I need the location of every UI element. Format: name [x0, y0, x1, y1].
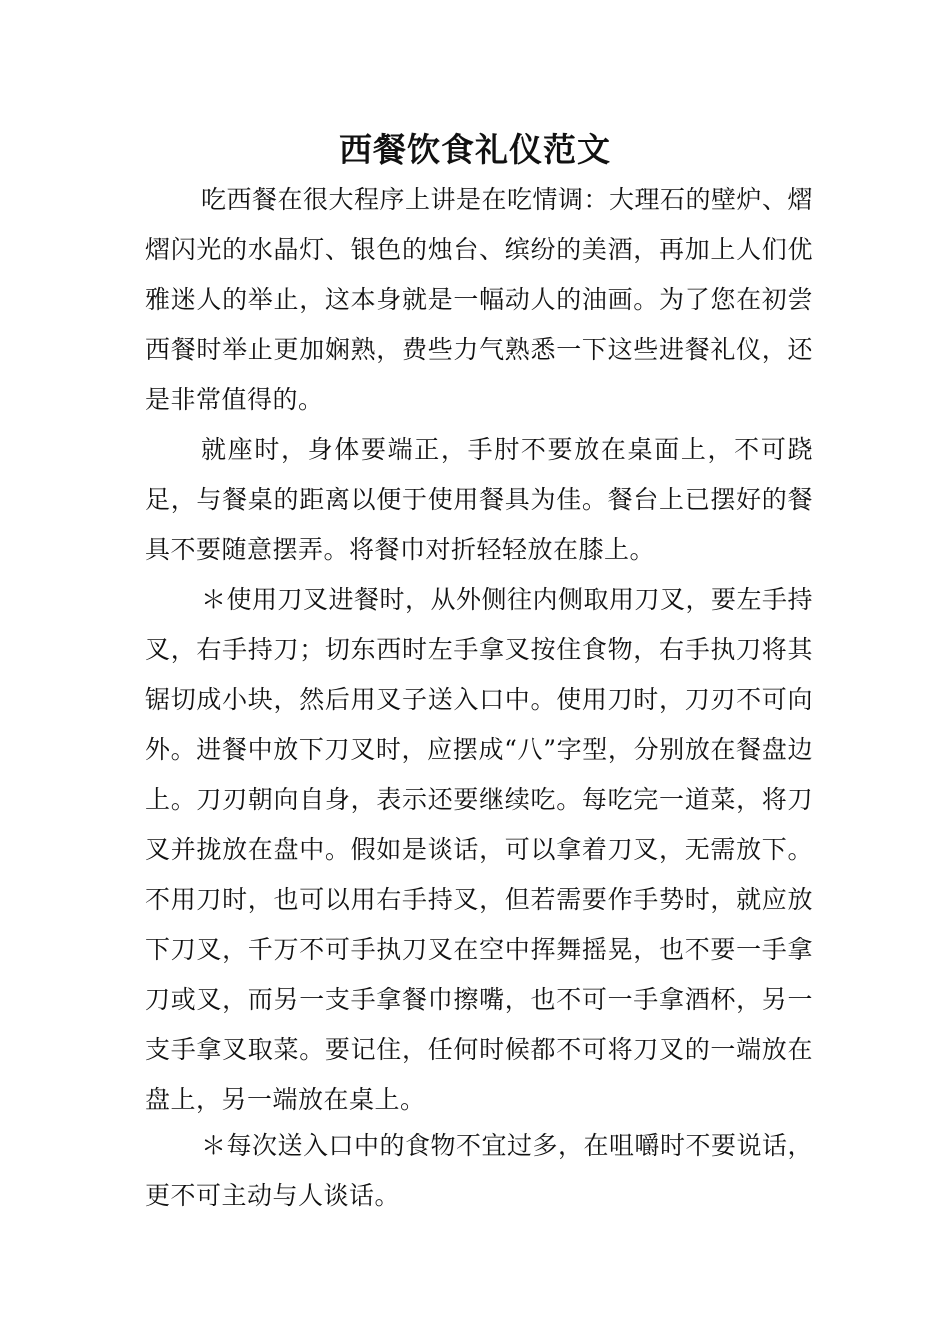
- document-title: 西餐饮食礼仪范文: [339, 130, 611, 169]
- paragraph-seating: 就座时，身体要端正，手肘不要放在桌面上，不可跷足，与餐桌的距离以便于使用餐具为佳。餐台上已摆好的餐具不要随意摆弄。将餐巾对折轻轻放在膝上。: [145, 435, 813, 564]
- paragraph-intro: 吃西餐在很大程序上讲是在吃情调：大理石的壁炉、熠熠闪光的水晶灯、银色的烛台、缤纷的美酒，再加上人们优雅迷人的举止，这本身就是一幅动人的油画。为了您在初尝西餐时举止更加娴熟，费些力气熟悉一下这些进餐礼仪，还是非常值得的。: [145, 185, 814, 414]
- paragraph-eating: ＊每次送入口中的食物不宜过多，在咀嚼时不要说话，更不可主动与人谈话。: [145, 1131, 814, 1210]
- paragraph-knife-fork: ＊使用刀叉进餐时，从外侧往内侧取用刀叉，要左手持叉，右手持刀；切东西时左手拿叉按住食物，右手执刀将其锯切成小块，然后用叉子送入口中。使用刀时，刀刃不可向外。进餐中放下刀叉时，应摆成“八”字型，分别放在餐盘边上。刀刃朝向自身，表示还要继续吃。每吃完一道菜，将刀叉并拢放在盘中。假如是谈话，可以拿着刀叉，无需放下。不用刀时，也可以用右手持叉，但若需要作手势时，就应放下刀叉，千万不可手执刀叉在空中挥舞摇晃，也不要一手拿刀或叉，而另一支手拿餐巾擦嘴，也不可一手拿酒杯，另一支手拿叉取菜。要记住，任何时候都不可将刀叉的一端放在盘上，另一端放在桌上。: [145, 585, 814, 1114]
